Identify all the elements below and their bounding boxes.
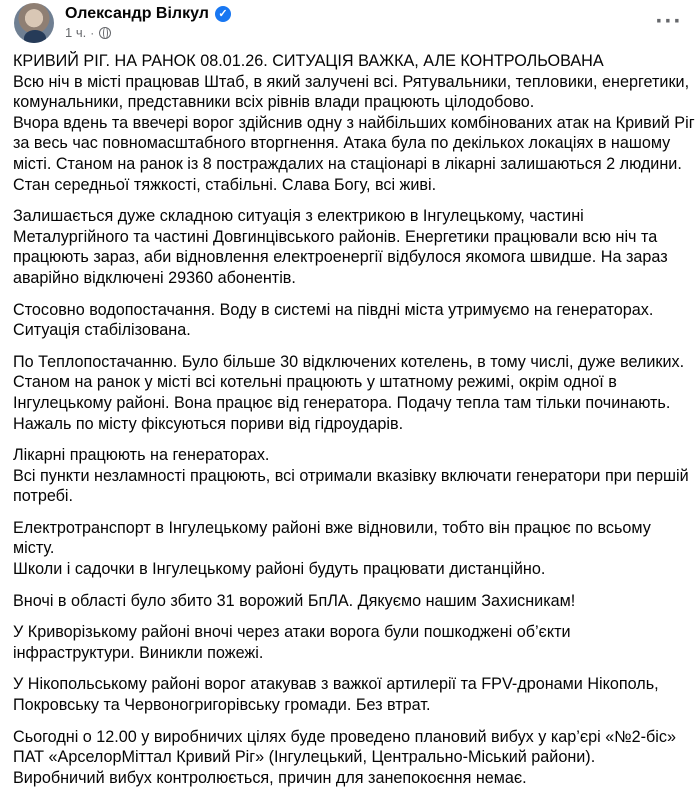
post-line: комунальники, представники всіх рівнів влади працюють цілодобово.: [13, 93, 535, 112]
post-line: Виробничий вибух контролюється, причин для занепокоєння немає.: [13, 768, 527, 787]
post-line: за весь час повномасштабного вторгнення. Атака була по декількох локаціях в нашому: [13, 134, 671, 153]
post-line: Вночі в області було збито 31 ворожий БпЛА. Дякуємо нашим Захисникам!: [13, 591, 576, 610]
post-line: Залишається дуже складною ситуація з електрикою в Інгулецькому, частині: [13, 207, 584, 226]
post-line: У Нікопольському районі ворог атакував з важкої артилерії та FPV-дронами Нікополь,: [13, 675, 659, 694]
post-line: У Криворізькому районі вночі через атаки ворога були пошкоджені об’єкти: [13, 623, 571, 642]
public-globe-icon: [99, 27, 111, 39]
post-line: Сьогодні о 12.00 у виробничих цілях буде проведено плановий вибух у кар’єрі «№2-біс»: [13, 727, 676, 746]
post-paragraph-3: [13, 300, 689, 341]
verified-badge-icon: ✓: [215, 6, 231, 22]
post-paragraph-7: [13, 591, 689, 612]
post-line: Покровську та Червоногригорівську громади. Без втрат.: [13, 696, 431, 715]
post-line: аварійно відключені 29360 абонентів.: [13, 268, 296, 287]
post-line: Нажаль по місту фіксуються пориви від гідроударів.: [13, 414, 404, 433]
post-paragraph-10: [13, 727, 689, 789]
post-line: потребі.: [13, 487, 74, 506]
author-name[interactable]: Олександр Вілкул: [65, 5, 209, 22]
post-meta: [65, 24, 111, 42]
post-line: Інгулецькому районі. Вона працює від генератора. Подачу тепла там тільки починають.: [13, 393, 671, 412]
post-line: Ситуація стабілізована.: [13, 321, 191, 340]
post-paragraph-6: [13, 518, 689, 580]
post-paragraph-9: [13, 674, 689, 715]
post-line: Стан середньої тяжкості, стабільні. Слава Богу, всі живі.: [13, 175, 437, 194]
post-paragraph-1: [13, 51, 695, 195]
post-line: ПАТ «АрселорМіттал Кривий Ріг» (Інгулецький, Центрально-Міський райони).: [13, 748, 596, 767]
post-paragraph-5: [13, 445, 689, 507]
post-paragraph-4: [13, 352, 689, 434]
post-line: інфраструктури. Виникли пожежі.: [13, 643, 264, 662]
meta-separator: ·: [90, 26, 95, 40]
more-options-button[interactable]: ···: [655, 8, 683, 35]
post-line: працюють зараз, аби відновлення електроенергії відбулося якомога швидше. На зараз: [13, 248, 668, 267]
post-paragraph-2: [13, 206, 689, 288]
post-line: Школи і садочки в Інгулецькому районі будуть працювати дистанційно.: [13, 560, 546, 579]
post-line: Всі пункти незламності працюють, всі отримали вказівку включати генератори при першій: [13, 466, 689, 485]
post-line: місті. Станом на ранок із 8 постраждалих на стаціонарі в лікарні залишаються 2 людини.: [13, 154, 682, 173]
post-line: КРИВИЙ РІГ. НА РАНОК 08.01.26. СИТУАЦІЯ ВАЖКА, АЛЕ КОНТРОЛЬОВАНА: [13, 52, 604, 70]
author-avatar[interactable]: [14, 3, 54, 43]
post-line: Металургійного та частині Довгинцівського районів. Енергетики працювали всю ніч та: [13, 227, 658, 246]
author-row: [65, 4, 231, 24]
post-line: Станом на ранок у місті всі котельні працюють у штатному режимі, окрім одної в: [13, 373, 617, 392]
post-line: Всю ніч в місті працював Штаб, в який залучені всі. Рятувальники, тепловики, енергетики,: [13, 72, 690, 91]
post-paragraph-8: [13, 622, 689, 663]
post-header: [0, 0, 696, 52]
post-line: По Теплопостачанню. Було більше 30 відключених котелень, в тому числі, дуже великих.: [13, 352, 685, 371]
post-text: [13, 51, 695, 799]
post-line: Стосовно водопостачання. Воду в системі на півдні міста утримуємо на генераторах.: [13, 300, 654, 319]
post-line: місту.: [13, 539, 55, 558]
post-time[interactable]: 1 ч.: [65, 25, 87, 40]
post-line: Лікарні працюють на генераторах.: [13, 446, 270, 465]
post-line: Вчора вдень та ввечері ворог здійснив одну з найбільших комбінованих атак на Кривий Ріг: [13, 113, 695, 132]
post-line: Електротранспорт в Інгулецькому районі вже відновили, тобто він працює по всьому: [13, 518, 651, 537]
